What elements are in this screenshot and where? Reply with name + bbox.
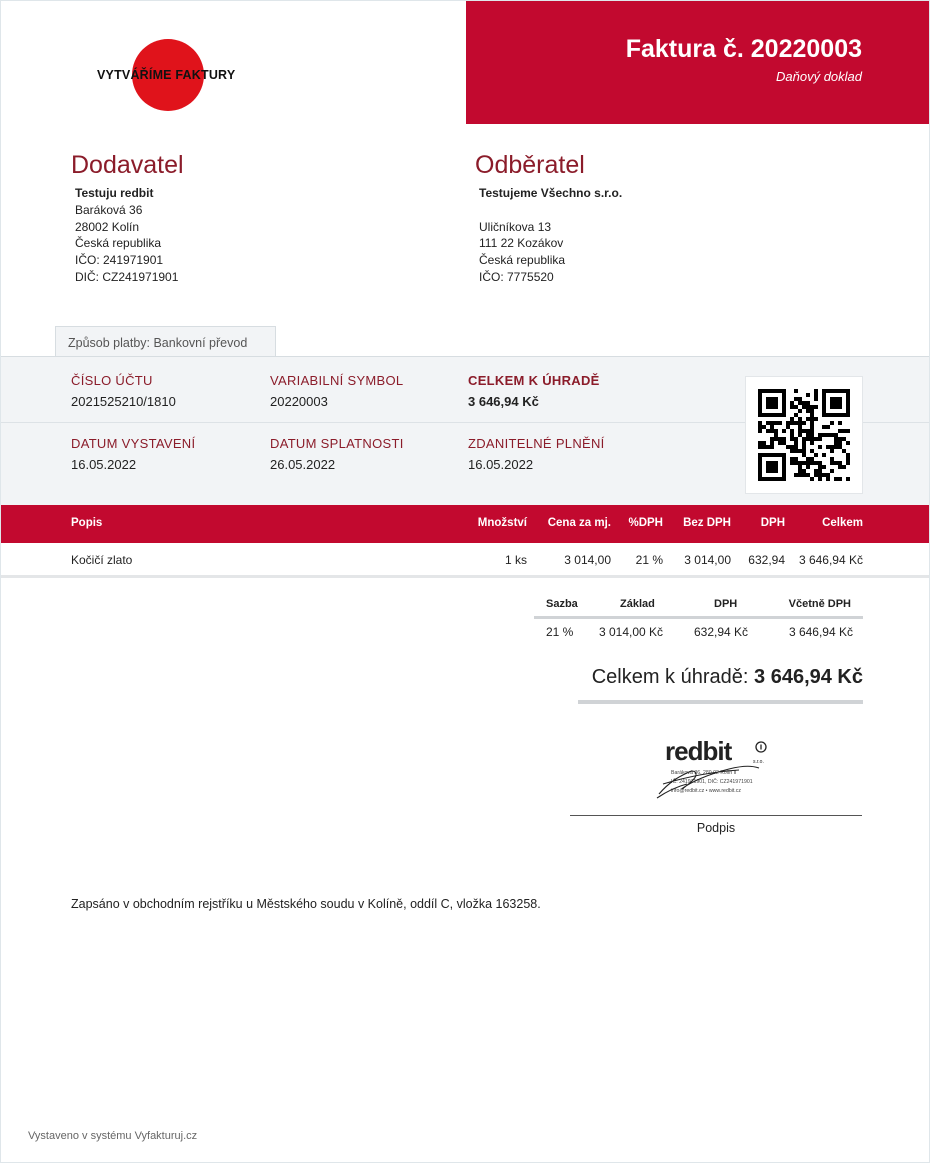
signature-line — [570, 815, 862, 816]
payment-panel — [1, 356, 929, 505]
col-qty: Množství — [477, 517, 527, 529]
item-total: 3 646,94 Kč — [798, 553, 863, 567]
col-vat: DPH — [760, 517, 785, 529]
customer-name: Testujeme Všechno s.r.o. — [479, 186, 623, 200]
due-date: DATUM SPLATNOSTI 26.05.2022 — [270, 436, 404, 472]
grand-total — [578, 666, 863, 704]
vat-incl: 3 646,94 Kč — [788, 625, 853, 639]
supplier-city: 28002 Kolín — [75, 219, 140, 234]
supplier-street: Baráková 36 — [75, 202, 143, 217]
invoice-title: Faktura č. 20220003 — [625, 35, 862, 63]
customer-block — [475, 151, 622, 286]
vat-summary-row — [534, 619, 863, 643]
item-net: 3 014,00 — [684, 553, 731, 567]
invoice-title-box — [466, 1, 929, 124]
vat-amount: 632,94 Kč — [694, 625, 749, 639]
vat-col-base: Základ — [620, 598, 655, 610]
stamp-suffix: s.r.o. — [753, 759, 764, 765]
vat-col-vat: DPH — [714, 598, 738, 610]
invoice-subtitle: Daňový doklad — [776, 69, 862, 84]
supplier-heading: Dodavatel — [71, 151, 184, 179]
stamp-line1: Baráková 36, 280 02 Kolín II — [671, 770, 737, 776]
issue-date: DATUM VYSTAVENÍ 16.05.2022 — [71, 436, 196, 472]
account-number: ČÍSLO ÚČTU 2021525210/1810 — [71, 373, 176, 409]
items-table-header — [1, 505, 929, 543]
total-due: CELKEM K ÚHRADĚ 3 646,94 Kč — [468, 373, 600, 409]
qr-code-icon — [745, 376, 863, 494]
customer-street: Uličníkova 13 — [479, 219, 552, 234]
item-unit-price: 3 014,00 — [564, 553, 611, 567]
vat-rate: 21 % — [546, 625, 574, 639]
payment-method-tab: Způsob platby: Bankovní převod — [55, 326, 276, 357]
grand-total-value: 3 646,94 Kč — [754, 666, 863, 688]
variable-symbol: VARIABILNÍ SYMBOL 20220003 — [270, 373, 404, 409]
company-logo — [97, 39, 247, 111]
customer-country: Česká republika — [479, 253, 566, 268]
vat-summary — [534, 598, 863, 643]
vat-base: 3 014,00 Kč — [599, 625, 664, 639]
supplier-dic: DIČ: CZ241971901 — [75, 269, 179, 284]
supplier-ico: IČO: 241971901 — [75, 253, 164, 268]
table-row — [1, 543, 929, 578]
col-vat-rate: %DPH — [628, 517, 663, 529]
col-unit-price: Cena za mj. — [547, 517, 611, 529]
customer-ico: IČO: 7775520 — [479, 269, 554, 284]
company-stamp — [649, 736, 784, 802]
taxable-date: ZDANITELNÉ PLNĚNÍ 16.05.2022 — [468, 436, 605, 472]
item-qty: 1 ks — [504, 553, 527, 567]
signature-label: Podpis — [696, 821, 736, 835]
registry-note: Zapsáno v obchodním rejstříku u Městského soudu v Kolíně, oddíl C, vložka 163258. — [71, 897, 541, 911]
stamp-line2: IČ: 241971901, DIČ: CZ241971901 — [671, 779, 753, 785]
item-desc: Kočičí zlato — [71, 553, 133, 567]
grand-total-label: Celkem k úhradě: — [591, 666, 749, 688]
col-net: Bez DPH — [683, 517, 731, 529]
vat-summary-header — [534, 598, 863, 619]
customer-city: 111 22 Kozákov — [479, 236, 564, 251]
logo-text: VYTVÁŘÍME FAKTURY — [97, 68, 236, 82]
supplier-name: Testuju redbit — [75, 186, 154, 200]
col-total: Celkem — [822, 517, 863, 529]
col-desc: Popis — [71, 517, 103, 529]
item-vat-rate: 21 % — [635, 553, 663, 567]
stamp-line3: info@redbit.cz • www.redbit.cz — [671, 788, 741, 794]
vat-col-rate: Sazba — [546, 598, 578, 610]
supplier-block — [71, 151, 184, 286]
item-vat: 632,94 — [748, 553, 785, 567]
footer-note: Vystaveno v systému Vyfakturuj.cz — [28, 1130, 198, 1142]
stamp-brand: redbit — [665, 736, 732, 766]
vat-col-incl: Včetně DPH — [788, 598, 851, 610]
customer-heading: Odběratel — [475, 151, 585, 179]
supplier-country: Česká republika — [75, 236, 162, 251]
